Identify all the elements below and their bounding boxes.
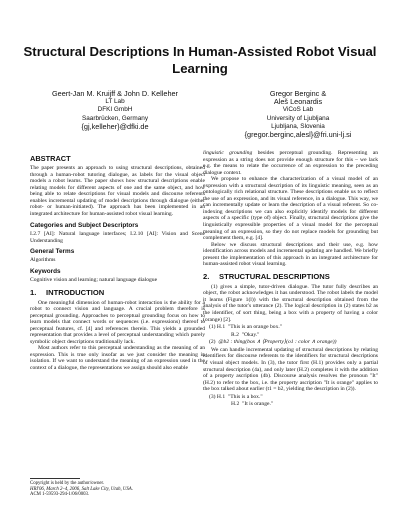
keywords-text: Cognitive vision and learning; natural language dialogue xyxy=(30,277,158,284)
section-heading-introduction xyxy=(30,288,205,298)
affiliation-line: Saarbrücken, Germany xyxy=(81,114,149,122)
right-column xyxy=(203,150,378,409)
col2-paragraph-1 xyxy=(203,150,378,176)
example-text: "It is orange." xyxy=(242,401,274,408)
example-label: (2) xyxy=(209,339,216,346)
section-title: STRUCTURAL DESCRIPTIONS xyxy=(219,271,330,281)
left-column xyxy=(30,150,205,372)
example-label: H.2 xyxy=(231,401,240,408)
sec2-paragraph-2: We can handle incremental updating of structural descriptions by relating identifiers for discourse referents to the identifiers for structural descriptions of visual object models. In (3), the tutor first (H.1) provides only a partial structural description (4a), and only later (H.2) completes it with the addition of a property ascription (4b). Discourse analysis resolves the pronoun "It" (H.2) to refer to the box, i.e. the property ascription "It is orange" applies to the box talked about earlier (t1 = b2, yielding the description in (2)). xyxy=(203,346,378,393)
example-label: R.2 xyxy=(231,331,239,338)
keywords-heading: Keywords xyxy=(30,268,61,276)
affiliation-line: University of Ljubljana xyxy=(266,114,330,122)
abstract-text: The paper presents an approach to using structural descriptions, obtained through a human-robot tutoring dialogue, as labels for the visual object models a robot learns. The paper shows how structural descriptions enable relating models for different aspects of one and the same object, and how being able to relate descriptions for visual models and discourse referents enables incremental updating of model descriptions through dialogue (either robot- or human-initiated). The approach has been implemented in an integrated architecture for human-assisted robot visual learning. xyxy=(30,165,205,217)
example-formula: @b2 : thing(box ∧ ⟨Property⟩(o1 : color ∧ orange)) xyxy=(218,339,337,346)
section-number: 2. xyxy=(203,271,210,281)
categories-heading: Categories and Subject Descriptors xyxy=(30,222,139,230)
example-label: (1) H.1 xyxy=(209,324,226,331)
affiliation-line: LT Lab xyxy=(105,98,125,106)
example-line xyxy=(209,394,378,401)
section-number: 1. xyxy=(30,287,37,297)
example-line xyxy=(209,324,378,331)
author-names: Gregor Berginc & xyxy=(269,89,327,98)
categories-text: I.2.7 [AI]: Natural language interfaces; I.2.10 [AI]: Vision and Scene Understanding xyxy=(30,231,205,244)
footnote-line: ACM 1-59593-294-1/06/0003. xyxy=(30,492,90,498)
affiliation-line: DFKI GmbH xyxy=(97,106,133,114)
intro-paragraph-1: One meaningful dimension of human-robot interaction is the ability for a robot to connect vision and language. A crucial problem therefore is perceptual grounding. Approaches to perceptual grounding focus on how to learn models that connect words or sequences (i.e. expressions) thereof to perceptual features, cf. [4] and references therein. This yields a grounded representation that provides a level of perceptual understanding which purely symbolic object descriptions traditionally lack. xyxy=(30,299,205,345)
terms-text: Algorithms xyxy=(30,257,56,264)
author-block-1 xyxy=(40,90,190,131)
terms-heading: General Terms xyxy=(30,248,75,256)
paper-title: Structural Descriptions In Human-Assisted Robot Visual Learning xyxy=(23,44,377,76)
author-block-2 xyxy=(218,90,378,139)
example-text: "This is a box." xyxy=(227,393,263,400)
section-heading-structural-descriptions xyxy=(203,272,378,282)
sec2-paragraph-1: (1) gives a simple, tutor-driven dialogue. The tutor fully describes an object, the robot acknowledges it has understood. The robot labels the model it learns (Figure 1(l)) with the structural description obtained from the analysis of the tutor's utterance (2). The logical description in (2) states b2 as the identifier, of sort thing, being a box with a property of having a color (orange) [2]. xyxy=(203,283,378,323)
col2-paragraph-3: Below we discuss structural descriptions and their use, e.g. how identification across models and incremental updating are handled. We briefly present the implementation of this approach in an integrated architecture for human-assisted robot visual learning. xyxy=(203,241,378,268)
author-names: Geert-Jan M. Kruijff & John D. Kelleher xyxy=(52,89,178,98)
footnote-line: Copyright is held by the author/owner. xyxy=(30,481,105,486)
intro-paragraph-2: Most authors refer to this perceptual understanding as the meaning of an expression. This is true only insofar as we just consider the meaning in isolation. If we want to understand the meaning of an expression used in the context of a dialogue, the representations we assign should also enable xyxy=(30,345,205,372)
col2-paragraph-2: We propose to enhance the characterization of a visual model of an expression with a structural description of its linguistic meaning, seen as an ontologically rich relational structure. These descriptions enable us to reflect the use of an expression, and its visual reference, in a dialogue. This way, we can incrementally update or learn the description of a visual referent. So co-indexing descriptions we can also explicitly identify models for different aspects of a specific (type of) object. Finally, structural descriptions give the linguistically expressible properties of a visual model for the perceptual meaning of an expression, so they do not replace models for grounding but complement them, e.g. [4]. xyxy=(203,176,378,242)
author-email[interactable]: {gj,kelleher}@dfki.de xyxy=(81,121,149,131)
example-line xyxy=(209,339,378,346)
footnote-rule xyxy=(30,478,80,479)
copyright-footnote xyxy=(30,478,205,498)
affiliation-line: ViCoS Lab xyxy=(282,106,314,114)
example-line xyxy=(209,332,378,339)
paragraph-text: besides perceptual grounding. Representing an expression as a string does not provide enough structure for this – we lack e.g. the means to relate the occurrence of an expression to the preceding dialogue context. xyxy=(203,150,378,176)
author-names: Aleš Leonardis xyxy=(273,97,323,107)
example-label: (3) H.1 xyxy=(209,393,226,400)
abstract-heading: ABSTRACT xyxy=(30,154,71,163)
example-line xyxy=(209,401,378,408)
author-email[interactable]: {gregor.berginc,alesl}@fri.uni-lj.si xyxy=(244,130,352,140)
section-title: INTRODUCTION xyxy=(46,287,105,297)
emphasis-text: linguistic grounding xyxy=(203,150,253,156)
footnote-line: HRI'06, March 2–4, 2006, Salt Lake City, Utah, USA. xyxy=(30,486,133,492)
affiliation-line: Ljubljana, Slovenia xyxy=(271,122,325,130)
example-text: "This is an orange box." xyxy=(227,324,283,331)
example-text: "Okay." xyxy=(241,331,260,338)
